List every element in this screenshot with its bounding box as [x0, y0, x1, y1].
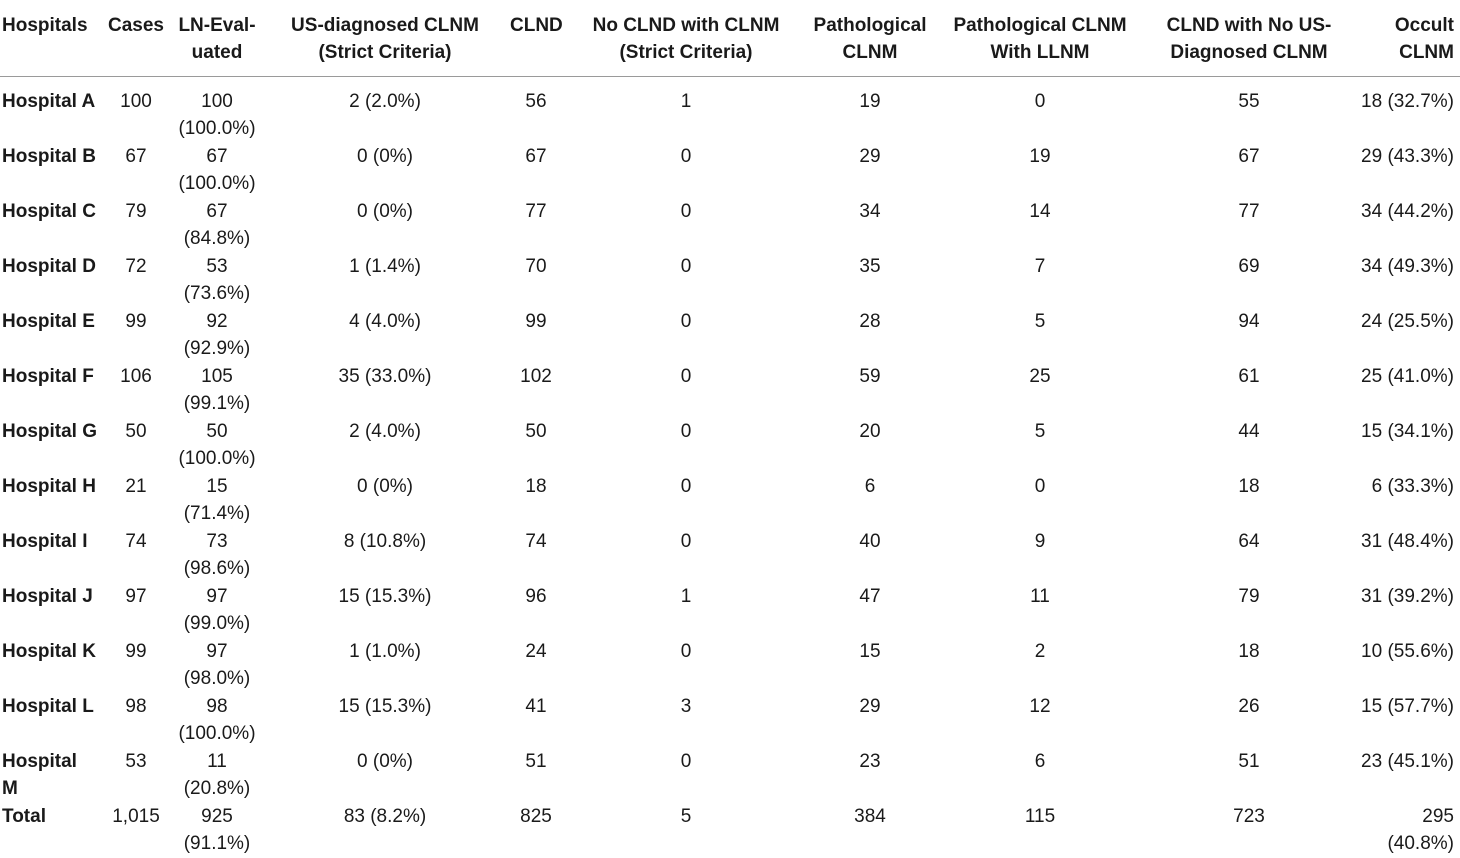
table-cell: 723: [1233, 805, 1265, 827]
row-label: Hospital I: [2, 530, 88, 552]
table-cell: 0: [680, 310, 692, 332]
table-cell: 70: [525, 255, 547, 277]
table-cell: 29: [859, 145, 881, 167]
column-header: Hospitals: [0, 0, 100, 77]
table-row: [0, 363, 1460, 418]
table-cell: 94: [1238, 310, 1260, 332]
table-cell: 98 (100.0%): [178, 695, 256, 744]
table-cell: 97: [125, 585, 147, 607]
table-cell: 6: [864, 475, 876, 497]
table-cell: 3: [680, 695, 692, 717]
table-cell: 79: [125, 200, 147, 222]
table-body: [0, 77, 1460, 858]
table-cell: 55: [1238, 91, 1260, 112]
table-cell: 77: [525, 200, 547, 222]
column-header: CLND with No US-Diagnosed CLNM: [1148, 0, 1350, 77]
table-row: [0, 748, 1460, 803]
table-row: [0, 693, 1460, 748]
table-cell: 99: [125, 640, 147, 662]
table-cell: 51: [1238, 750, 1260, 772]
table-cell: 29: [859, 695, 881, 717]
table-cell: 925 (91.1%): [183, 805, 251, 854]
table-cell: 1 (1.0%): [349, 640, 421, 662]
row-label: Hospital G: [2, 420, 98, 442]
table-cell: 19: [859, 91, 881, 112]
table-cell: 1: [680, 91, 692, 112]
column-header: US-diagnosed CLNM (Strict Criteria): [262, 0, 508, 77]
table-cell: 40: [859, 530, 881, 552]
table-cell: 295 (40.8%): [1387, 805, 1454, 854]
table-cell: 106: [120, 365, 152, 387]
row-label: Total: [2, 805, 46, 827]
table-row: [0, 803, 1460, 858]
table-cell: 1: [680, 585, 692, 607]
table-cell: 6 (33.3%): [1371, 475, 1454, 497]
table-cell: 67 (100.0%): [178, 145, 256, 194]
table-cell: 19: [1029, 145, 1051, 167]
table-cell: 0: [1034, 91, 1046, 112]
row-label: Hospital K: [2, 640, 96, 662]
table-cell: 0: [680, 200, 692, 222]
row-label: Hospital B: [2, 145, 96, 167]
table-cell: 15 (57.7%): [1361, 695, 1454, 717]
table-cell: 96: [525, 585, 547, 607]
table-cell: 0: [680, 420, 692, 442]
row-label: Hospital E: [2, 310, 95, 332]
table-cell: 18: [1238, 475, 1260, 497]
table-cell: 23 (45.1%): [1361, 750, 1454, 772]
table-row: [0, 418, 1460, 473]
header-row: [0, 0, 1460, 77]
table-cell: 67 (84.8%): [183, 200, 251, 249]
table-cell: 0: [680, 750, 692, 772]
table-cell: 26: [1238, 695, 1260, 717]
row-label: Hospital F: [2, 365, 94, 387]
table-row: [0, 473, 1460, 528]
table-cell: 67: [525, 145, 547, 167]
table-row: [0, 77, 1460, 143]
table-cell: 0: [680, 475, 692, 497]
table-cell: 102: [520, 365, 552, 387]
table-cell: 83 (8.2%): [343, 805, 427, 827]
table-cell: 0: [680, 145, 692, 167]
table-row: [0, 583, 1460, 638]
table-cell: 11: [1030, 585, 1050, 607]
table-cell: 51: [525, 750, 547, 772]
table-cell: 105 (99.1%): [183, 365, 251, 414]
table-cell: 18: [525, 475, 547, 497]
table-cell: 25: [1029, 365, 1051, 387]
table-cell: 115: [1024, 805, 1056, 827]
table-cell: 15 (34.1%): [1361, 420, 1454, 442]
table-cell: 74: [525, 530, 547, 552]
table-cell: 67: [1238, 145, 1260, 167]
table-cell: 5: [1034, 420, 1046, 442]
row-label: Hospital J: [2, 585, 93, 607]
table-cell: 59: [859, 365, 881, 387]
table-cell: 31 (48.4%): [1361, 530, 1454, 552]
table-cell: 18 (32.7%): [1361, 91, 1454, 112]
table-cell: 0: [680, 640, 692, 662]
row-label: Hospital C: [2, 200, 96, 222]
table-header: [0, 0, 1460, 77]
table-cell: 825: [520, 805, 552, 827]
row-label: Hospital L: [2, 695, 94, 717]
row-label: Hospital A: [2, 91, 96, 112]
table-cell: 50 (100.0%): [178, 420, 256, 469]
table-cell: 79: [1238, 585, 1260, 607]
table-cell: 24 (25.5%): [1361, 310, 1454, 332]
table-cell: 28: [859, 310, 881, 332]
column-header: LN-Eval-uated: [172, 0, 262, 77]
table-cell: 15 (15.3%): [338, 695, 432, 717]
table-cell: 29 (43.3%): [1361, 145, 1454, 167]
table-cell: 34 (44.2%): [1361, 200, 1454, 222]
table-row: [0, 253, 1460, 308]
table-cell: 98: [125, 695, 147, 717]
column-header: Occult CLNM: [1350, 0, 1460, 77]
table-cell: 50: [525, 420, 547, 442]
table-cell: 100 (100.0%): [178, 91, 256, 139]
table-cell: 8 (10.8%): [343, 530, 427, 552]
table-cell: 35 (33.0%): [338, 365, 432, 387]
table-cell: 34: [859, 200, 881, 222]
table-cell: 10 (55.6%): [1361, 640, 1454, 662]
column-header: No CLND with CLNM (Strict Criteria): [564, 0, 808, 77]
table-cell: 56: [525, 91, 547, 112]
table-cell: 9: [1034, 530, 1046, 552]
row-label: Hospital D: [2, 255, 96, 277]
table-cell: 2: [1034, 640, 1046, 662]
table-cell: 53 (73.6%): [183, 255, 251, 304]
table-cell: 12: [1029, 695, 1051, 717]
column-header: Pathological CLNM: [808, 0, 932, 77]
table-cell: 0 (0%): [357, 200, 413, 222]
table-cell: 1,015: [112, 805, 160, 827]
table-cell: 47: [859, 585, 881, 607]
table-cell: 15 (15.3%): [338, 585, 432, 607]
table-cell: 50: [125, 420, 147, 442]
table-cell: 61: [1238, 365, 1260, 387]
table-cell: 35: [859, 255, 881, 277]
table-cell: 77: [1238, 200, 1260, 222]
column-header: Cases: [100, 0, 172, 77]
table-cell: 11 (20.8%): [183, 750, 251, 799]
table-cell: 34 (49.3%): [1361, 255, 1454, 277]
table-cell: 73 (98.6%): [183, 530, 251, 579]
table-cell: 25 (41.0%): [1361, 365, 1454, 387]
table-cell: 15: [859, 640, 881, 662]
row-label: Hospital M: [2, 750, 77, 799]
table-cell: 0: [680, 255, 692, 277]
table-cell: 0: [680, 365, 692, 387]
table-cell: 92 (92.9%): [183, 310, 251, 359]
table-cell: 100: [120, 91, 152, 112]
table-cell: 7: [1034, 255, 1046, 277]
table-cell: 1 (1.4%): [349, 255, 421, 277]
table-cell: 64: [1238, 530, 1260, 552]
table-cell: 14: [1029, 200, 1051, 222]
table-cell: 0 (0%): [357, 475, 413, 497]
table-cell: 44: [1238, 420, 1260, 442]
table-cell: 18: [1238, 640, 1260, 662]
table-cell: 31 (39.2%): [1361, 585, 1454, 607]
table-cell: 0 (0%): [357, 145, 413, 167]
table-cell: 15 (71.4%): [183, 475, 251, 524]
table-cell: 74: [125, 530, 147, 552]
table-cell: 41: [525, 695, 547, 717]
table-cell: 53: [125, 750, 147, 772]
table-cell: 99: [125, 310, 147, 332]
table-cell: 5: [1034, 310, 1046, 332]
table-cell: 69: [1238, 255, 1260, 277]
table-cell: 23: [859, 750, 881, 772]
table-row: [0, 198, 1460, 253]
table-cell: 72: [125, 255, 147, 277]
table-cell: 0 (0%): [357, 750, 413, 772]
table-cell: 21: [125, 475, 147, 497]
table-cell: 67: [125, 145, 147, 167]
table-cell: 99: [525, 310, 547, 332]
table-row: [0, 308, 1460, 363]
table-cell: 0: [1034, 475, 1046, 497]
table-cell: 97 (99.0%): [183, 585, 251, 634]
table-row: [0, 143, 1460, 198]
table-cell: 4 (4.0%): [349, 310, 421, 332]
table-cell: 6: [1034, 750, 1046, 772]
table-cell: 2 (2.0%): [349, 91, 421, 112]
table-row: [0, 528, 1460, 583]
row-label: Hospital H: [2, 475, 96, 497]
column-header: Pathological CLNM With LLNM: [932, 0, 1148, 77]
table-row: [0, 638, 1460, 693]
table-cell: 24: [525, 640, 547, 662]
table-cell: 20: [859, 420, 881, 442]
table-cell: 2 (4.0%): [349, 420, 421, 442]
column-header: CLND: [508, 0, 564, 77]
table-cell: 0: [680, 530, 692, 552]
table-cell: 384: [854, 805, 886, 827]
table-cell: 97 (98.0%): [183, 640, 251, 689]
table-cell: 5: [680, 805, 692, 827]
